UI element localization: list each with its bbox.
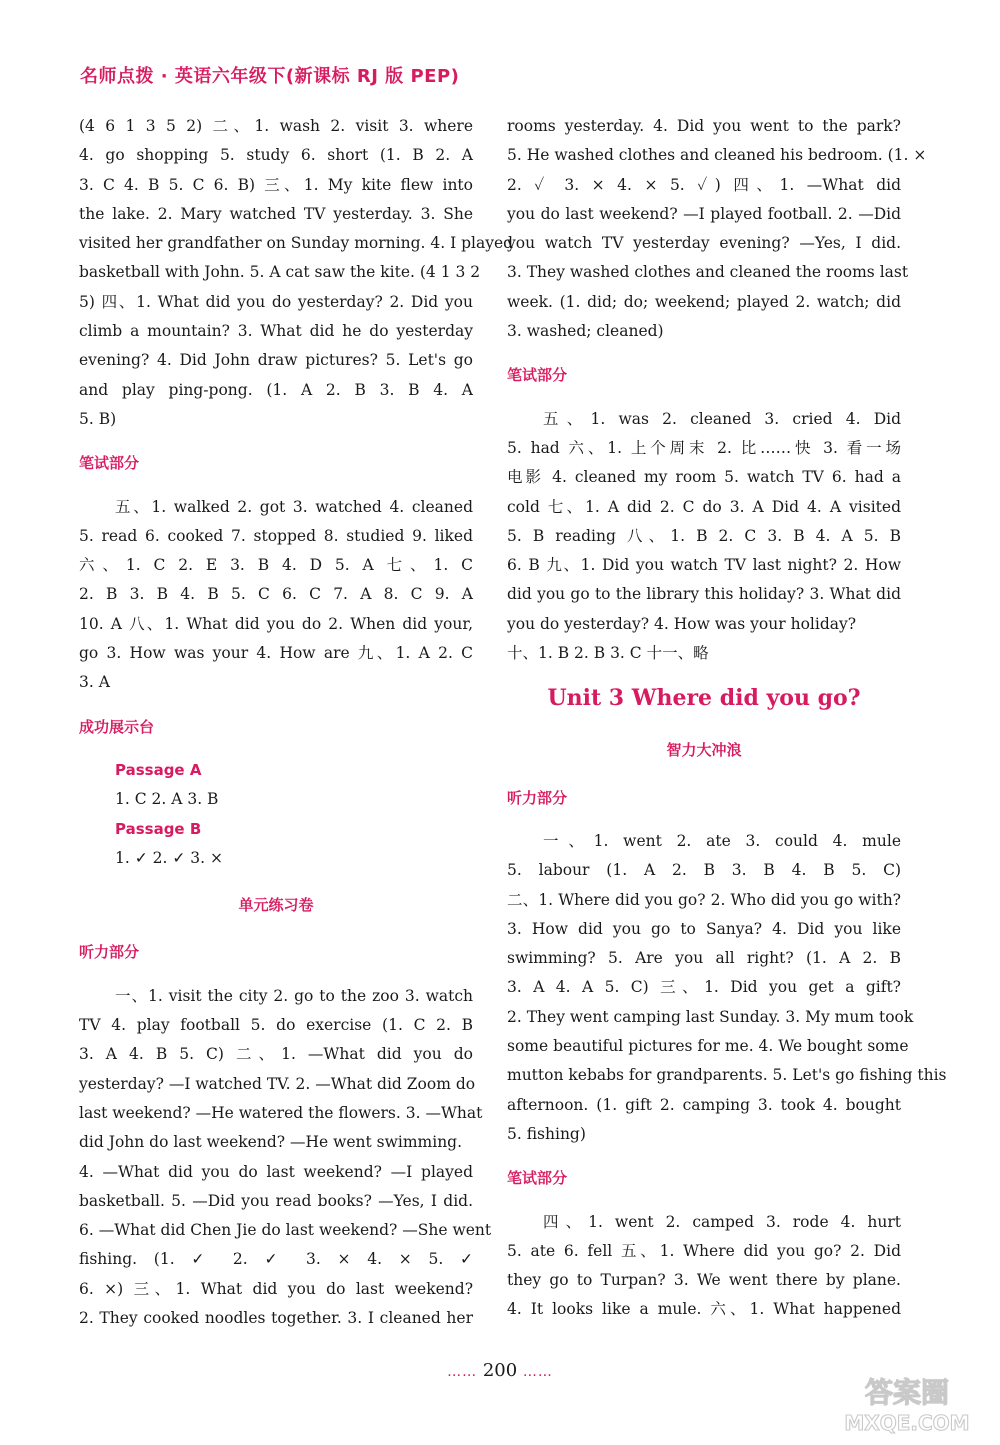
answer-line: basketball with John. 5. A cat saw the kite. (4 1 3 2 [79, 263, 481, 282]
answer-line: 五、1. was 2. cleaned 3. cried 4. Did [543, 409, 901, 428]
answer-line: swimming? 5. Are you all right? (1. A 2. B [507, 949, 901, 968]
answer-line: 5. He washed clothes and cleaned his bedroom. (1. × [507, 146, 927, 165]
answer-line: 5. labour (1. A 2. B 3. B 4. B 5. C) [507, 861, 901, 880]
section-heading: 笔试部分 [79, 454, 140, 473]
answer-line: week. (1. did; do; weekend; played 2. watch; did [507, 292, 901, 311]
answer-line: visited her grandfather on Sunday morning. 4. I played [79, 234, 514, 253]
passage-heading: Passage B [115, 819, 202, 838]
answer-line: cold 七、1. A did 2. C do 3. A Did 4. A visited [507, 497, 901, 516]
section-heading: 笔试部分 [507, 366, 568, 385]
svg-text:MXQE.COM: MXQE.COM [844, 1411, 970, 1435]
answer-line: fishing. (1. ✓ 2. ✓ 3. × 4. × 5. ✓ [79, 1250, 473, 1269]
svg-text:答案圈: 答案圈 [864, 1376, 950, 1409]
answer-line: last weekend? —He watered the flowers. 3. —What [79, 1103, 483, 1122]
answer-line: 6. B 九、1. Did you watch TV last night? 2. How [507, 556, 901, 575]
answer-line: 五、1. walked 2. got 3. watched 4. cleaned [115, 497, 473, 516]
answer-line: 1. ✓ 2. ✓ 3. × [115, 848, 223, 867]
section-title: 单元练习卷 [238, 896, 314, 915]
answer-line: and play ping-pong. (1. A 2. B 3. B 4. A [79, 380, 473, 399]
answer-line: 3. How did you go to Sanya? 4. Did you like [507, 919, 901, 938]
answer-line: 5. fishing) [507, 1124, 586, 1143]
answer-line: 6. —What did Chen Jie do last weekend? —She went [79, 1221, 492, 1240]
answer-line: 六、1. C 2. E 3. B 4. D 5. A 七、1. C [79, 556, 473, 575]
answer-line: 3. They washed clothes and cleaned the rooms last [507, 263, 909, 282]
answer-line: 4. —What did you do last weekend? —I played [79, 1162, 473, 1181]
answer-line: 1. C 2. A 3. B [115, 790, 219, 809]
passage-heading: Passage A [115, 760, 202, 779]
answer-line: climb a mountain? 3. What did he do yesterday [79, 322, 473, 341]
section-heading: 听力部分 [507, 788, 568, 807]
answer-line: 5) 四、1. What did you do yesterday? 2. Did you [79, 292, 473, 311]
answer-line: 2. They cooked noodles together. 3. I cleaned her [79, 1308, 473, 1327]
answer-line: 3. A 4. A 5. C) 三、1. Did you get a gift? [507, 978, 901, 997]
answer-line: 四、1. went 2. camped 3. rode 4. hurt [543, 1212, 901, 1231]
section-title: 智力大冲浪 [666, 741, 742, 760]
answer-line: 10. A 八、1. What did you do 2. When did your, [79, 614, 473, 633]
answer-line: mutton kebabs for grandparents. 5. Let's go fishing this [507, 1066, 947, 1085]
answer-line: you do last weekend? —I played football. 2. —Did [507, 204, 901, 223]
answer-line: (4 6 1 3 5 2) 二、1. wash 2. visit 3. where [79, 117, 473, 135]
answer-line: 3. C 4. B 5. C 6. B) 三、1. My kite flew into [79, 175, 473, 194]
answer-line: 十、1. B 2. B 3. C 十一、略 [507, 644, 709, 663]
answer-line: 4. It looks like a mule. 六、1. What happened [507, 1300, 901, 1319]
answer-line: 2. ✓ 3. × 4. × 5. ✓) 四、1. —What did [507, 175, 901, 194]
page-number: 200 [482, 1360, 518, 1381]
answer-line: some beautiful pictures for me. 4. We bought some [507, 1037, 909, 1056]
answer-line: did John do last weekend? —He went swimming. [79, 1133, 463, 1152]
answer-line: you do yesterday? 4. How was your holiday? [507, 614, 857, 633]
answer-line: TV 4. play football 5. do exercise (1. C 2. B [79, 1016, 473, 1035]
unit-title: Unit 3 Where did you go? [547, 685, 861, 712]
answer-line: you watch TV yesterday evening? —Yes, I did. [507, 234, 901, 253]
answer-line: 3. washed; cleaned) [507, 322, 664, 341]
answer-line: 5. B) [79, 409, 117, 428]
left-column [79, 112, 514, 1333]
answer-line: 二、1. Where did you go? 2. Who did you go with? [507, 890, 901, 909]
answer-line: 3. A 4. B 5. C) 二、1. —What did you do [79, 1045, 473, 1064]
answer-line: they go to Turpan? 3. We went there by plane. [507, 1271, 901, 1290]
answer-line: 2. They went camping last Sunday. 3. My mum took [507, 1007, 914, 1026]
answer-line: go 3. How was your 4. How are 九、1. A 2. C [79, 644, 473, 663]
answer-line: evening? 4. Did John draw pictures? 5. Let's go [79, 351, 473, 370]
section-heading: 听力部分 [79, 943, 140, 962]
answer-line: basketball. 5. —Did you read books? —Yes, I did. [79, 1191, 473, 1210]
answer-line: 6. ×) 三、1. What did you do last weekend? [79, 1279, 473, 1298]
answer-line: rooms yesterday. 4. Did you went to the park? [507, 117, 901, 135]
answer-line: 5. B reading 八、1. B 2. C 3. B 4. A 5. B [507, 526, 901, 545]
footer-dots-left: …… [447, 1364, 478, 1380]
answer-line: 5. had 六、1. 上个周末 2. 比……快 3. 看一场 [507, 438, 901, 457]
book-header: 名师点拨 · 英语六年级下(新课标 RJ 版 PEP) [80, 66, 460, 87]
footer-dots-right: …… [522, 1364, 553, 1380]
answer-line: afternoon. (1. gift 2. camping 3. took 4. bought [507, 1095, 901, 1114]
page-footer [0, 1360, 1000, 1381]
answer-line: 4. go shopping 5. study 6. short (1. B 2. A [79, 146, 473, 165]
answer-line: the lake. 2. Mary watched TV yesterday. 3. She [79, 204, 473, 223]
section-heading: 成功展示台 [79, 717, 155, 736]
section-heading: 笔试部分 [507, 1169, 568, 1188]
answer-line: did you go to the library this holiday? 3. What did [507, 585, 901, 604]
answer-line: 3. A [79, 673, 110, 692]
right-column [507, 112, 947, 1325]
answer-line: 5. ate 6. fell 五、1. Where did you go? 2. Did [507, 1241, 901, 1260]
answer-line: 一、1. visit the city 2. go to the zoo 3. watch [115, 986, 473, 1005]
answer-line: 电影 4. cleaned my room 5. watch TV 6. had a [507, 468, 901, 487]
answer-line: 一、1. went 2. ate 3. could 4. mule [543, 831, 901, 850]
answer-line: 2. B 3. B 4. B 5. C 6. C 7. A 8. C 9. A [79, 585, 473, 604]
answer-line: 5. read 6. cooked 7. stopped 8. studied 9. liked [79, 526, 473, 545]
answer-line: yesterday? —I watched TV. 2. —What did Zoom do [79, 1074, 476, 1093]
